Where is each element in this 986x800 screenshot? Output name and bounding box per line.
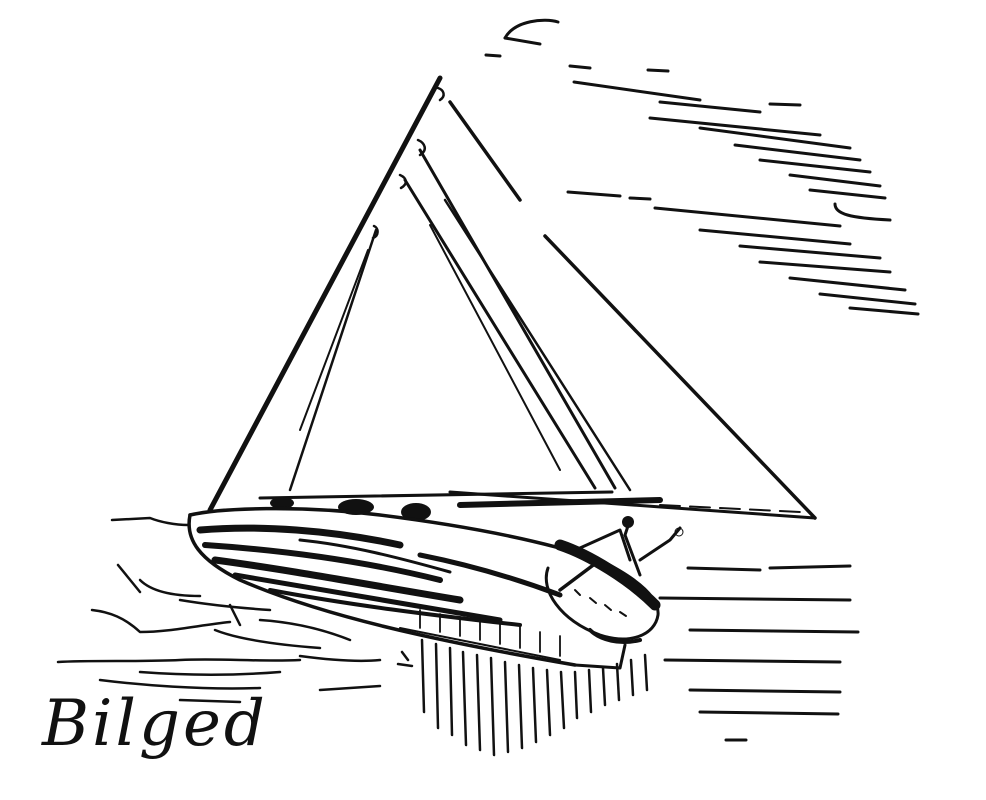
sail-leech: [545, 236, 815, 518]
hull: [189, 509, 625, 668]
mast: [210, 78, 440, 510]
water-right: [660, 566, 858, 740]
stern: [546, 516, 683, 642]
sky-streaks: [486, 20, 918, 314]
sail: [210, 78, 815, 518]
caption-text: Bilged: [42, 687, 268, 761]
deck: [260, 492, 815, 521]
